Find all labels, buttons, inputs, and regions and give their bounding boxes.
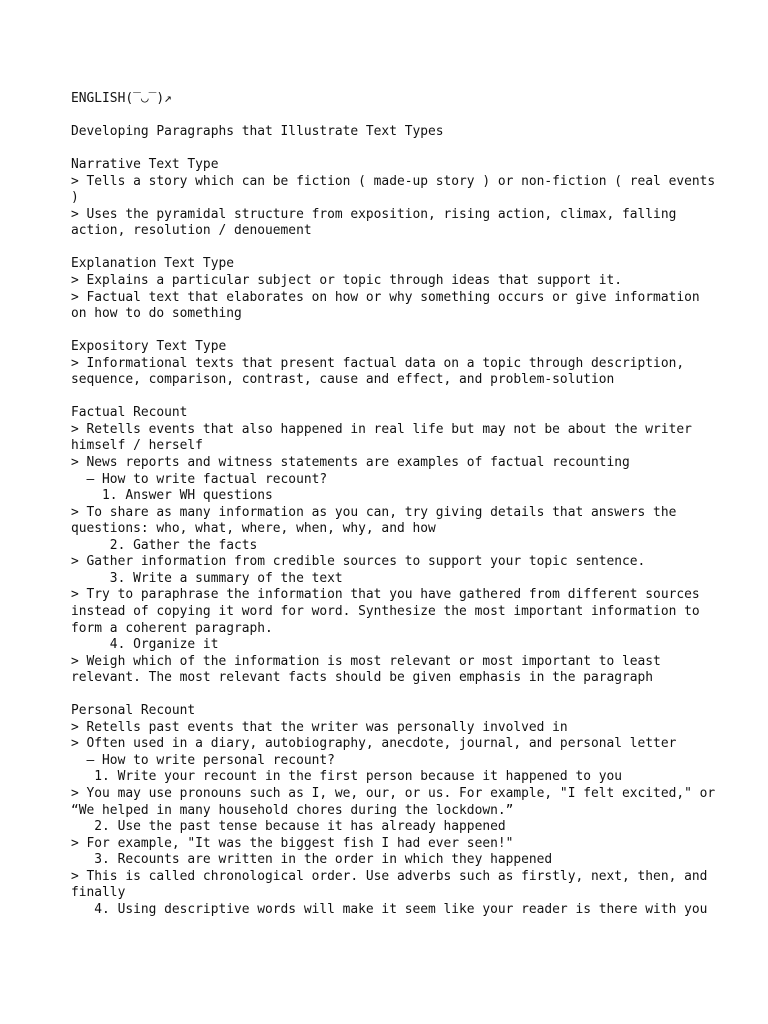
section-heading-factual-recount: Factual Recount [71, 405, 188, 421]
text-line: > Informational texts that present factual data on a topic through description, [71, 355, 685, 371]
numbered-step: 2. Gather the facts [71, 537, 258, 553]
text-line: > For example, "It was the biggest fish I had ever seen!" [71, 835, 514, 851]
text-line: “We helped in many household chores during the lockdown.” [71, 802, 514, 818]
text-line: > Explains a particular subject or topic through ideas that support it. [71, 273, 623, 289]
text-line: > Tells a story which can be fiction ( made-up story ) or non-fiction ( real events [71, 173, 716, 189]
text-line: questions: who, what, where, when, why, and how [71, 521, 436, 537]
text-line: sequence, comparison, contrast, cause and effect, and problem-solution [71, 372, 615, 388]
numbered-step: 2. Use the past tense because it has already happened [71, 819, 506, 835]
numbered-step: 3. Recounts are written in the order in which they happened [71, 852, 553, 868]
text-line: > News reports and witness statements are examples of factual recounting [71, 455, 630, 471]
text-line: finally [71, 885, 126, 901]
text-line: > Often used in a diary, autobiography, anecdote, journal, and personal letter [71, 736, 677, 752]
numbered-step: 1. Answer WH questions [71, 488, 273, 504]
text-line: > Uses the pyramidal structure from exposition, rising action, climax, falling [71, 206, 677, 222]
text-line: action, resolution / denouement [71, 223, 312, 239]
numbered-step: 4. Organize it [71, 637, 219, 653]
text-line: form a coherent paragraph. [71, 620, 273, 636]
blank-line [71, 323, 711, 340]
blank-line [71, 108, 711, 125]
numbered-step: 4. Using descriptive words will make it seem like your reader is there with you [71, 901, 708, 917]
section-heading-explanation: Explanation Text Type [71, 256, 234, 272]
text-line: > Try to paraphrase the information that you have gathered from different sources [71, 587, 700, 603]
section-heading-expository: Expository Text Type [71, 339, 227, 355]
section-heading-personal-recount: Personal Recount [71, 703, 196, 719]
text-line: > This is called chronological order. Use adverbs such as firstly, next, then, and [71, 868, 708, 884]
subheading-line: — How to write factual recount? [71, 471, 328, 487]
text-line: relevant. The most relevant facts should be given emphasis in the paragraph [71, 670, 654, 686]
text-line: > Weigh which of the information is most relevant or most important to least [71, 653, 661, 669]
document-title: ENGLISH(‾◡‾)↗ [71, 91, 172, 106]
section-heading-narrative: Narrative Text Type [71, 157, 219, 173]
numbered-step: 1. Write your recount in the first person because it happened to you [71, 769, 623, 785]
subheading-line: — How to write personal recount? [71, 752, 335, 768]
text-line: himself / herself [71, 438, 203, 454]
text-line: > Retells past events that the writer was personally involved in [71, 719, 568, 735]
text-line: ) [71, 190, 79, 206]
text-line: > Retells events that also happened in real life but may not be about the writer [71, 421, 692, 437]
text-line: > You may use pronouns such as I, we, our, or us. For example, "I felt excited," or [71, 785, 716, 801]
document-heading: Developing Paragraphs that Illustrate Text Types [71, 124, 444, 140]
blank-line [71, 687, 711, 704]
text-line: on how to do something [71, 306, 242, 322]
blank-line [71, 389, 711, 406]
blank-line [71, 240, 711, 257]
text-line: > To share as many information as you can, try giving details that answers the [71, 504, 677, 520]
numbered-step: 3. Write a summary of the text [71, 570, 343, 586]
text-line: > Gather information from credible sources to support your topic sentence. [71, 554, 646, 570]
document-page [71, 91, 716, 918]
text-line: instead of copying it word for word. Synthesize the most important information to [71, 603, 700, 619]
text-line: > Factual text that elaborates on how or why something occurs or give information [71, 289, 700, 305]
blank-line [71, 141, 711, 158]
